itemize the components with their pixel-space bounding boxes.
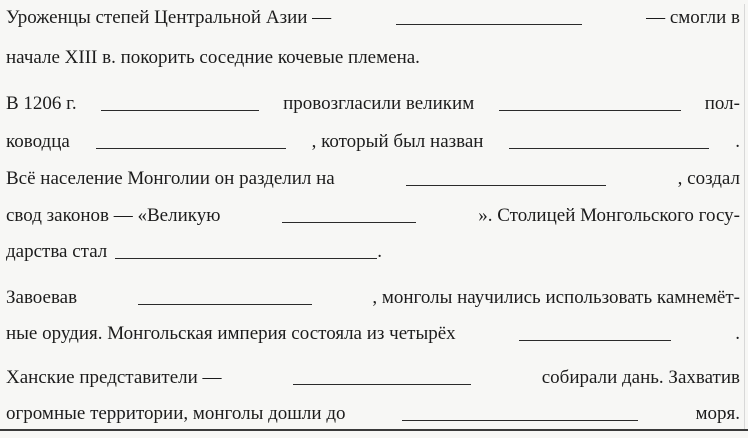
text-segment: ководца	[6, 131, 70, 152]
answer-blank-8[interactable]	[115, 240, 377, 259]
text-segment: .	[735, 323, 740, 344]
text-segment: — смогли в	[646, 7, 740, 28]
text-line-9	[6, 318, 740, 350]
answer-blank-1[interactable]	[396, 6, 582, 25]
text-line-7	[6, 236, 740, 268]
answer-blank-4[interactable]	[96, 130, 286, 149]
text-segment: дарства стал	[6, 241, 108, 262]
text-segment: ». Столицей Монгольского госу-	[478, 205, 740, 226]
answer-blank-10[interactable]	[519, 322, 671, 341]
text-segment: , который был назван	[311, 131, 484, 152]
text-segment: .	[735, 131, 740, 152]
text-line-5	[6, 163, 740, 195]
text-line-4	[6, 126, 740, 158]
text-segment: , создал	[677, 168, 740, 189]
text-segment: провозгласили великим	[283, 93, 475, 114]
text-segment: Ханские представители —	[6, 367, 222, 388]
text-segment: свод законов — «Великую	[6, 205, 221, 226]
bottom-divider	[0, 429, 748, 431]
answer-blank-11[interactable]	[293, 366, 471, 385]
text-segment: моря.	[695, 403, 740, 424]
answer-blank-2[interactable]	[101, 92, 259, 111]
text-segment: .	[377, 241, 383, 262]
text-segment: огромные территории, монголы дошли до	[6, 403, 346, 424]
page-edge	[744, 4, 745, 429]
text-segment: Всё население Монголии он разделил на	[6, 168, 335, 189]
text-line-2	[6, 42, 740, 74]
answer-blank-5[interactable]	[509, 130, 709, 149]
text-line-6	[6, 200, 740, 232]
text-line-1	[6, 2, 740, 34]
text-line-11	[6, 398, 740, 430]
answer-blank-3[interactable]	[499, 92, 681, 111]
text-segment: ные орудия. Монгольская империя состояла из четырёх	[6, 323, 456, 344]
text-segment: начале XIII в. покорить соседние кочевые племена.	[6, 47, 420, 68]
answer-blank-7[interactable]	[282, 204, 416, 223]
text-line-3	[6, 88, 740, 120]
text-segment: пол-	[704, 93, 740, 114]
answer-blank-9[interactable]	[138, 286, 312, 305]
text-line-10	[6, 362, 740, 394]
text-segment: , монголы научились использовать камнемёт-	[372, 287, 740, 308]
text-segment: Завоевав	[6, 287, 78, 308]
text-segment: В 1206 г.	[6, 93, 77, 114]
text-segment: собирали дань. Захватив	[541, 367, 740, 388]
text-segment: Уроженцы степей Центральной Азии —	[6, 7, 332, 28]
text-line-8	[6, 282, 740, 314]
answer-blank-12[interactable]	[402, 402, 638, 421]
answer-blank-6[interactable]	[406, 167, 606, 186]
